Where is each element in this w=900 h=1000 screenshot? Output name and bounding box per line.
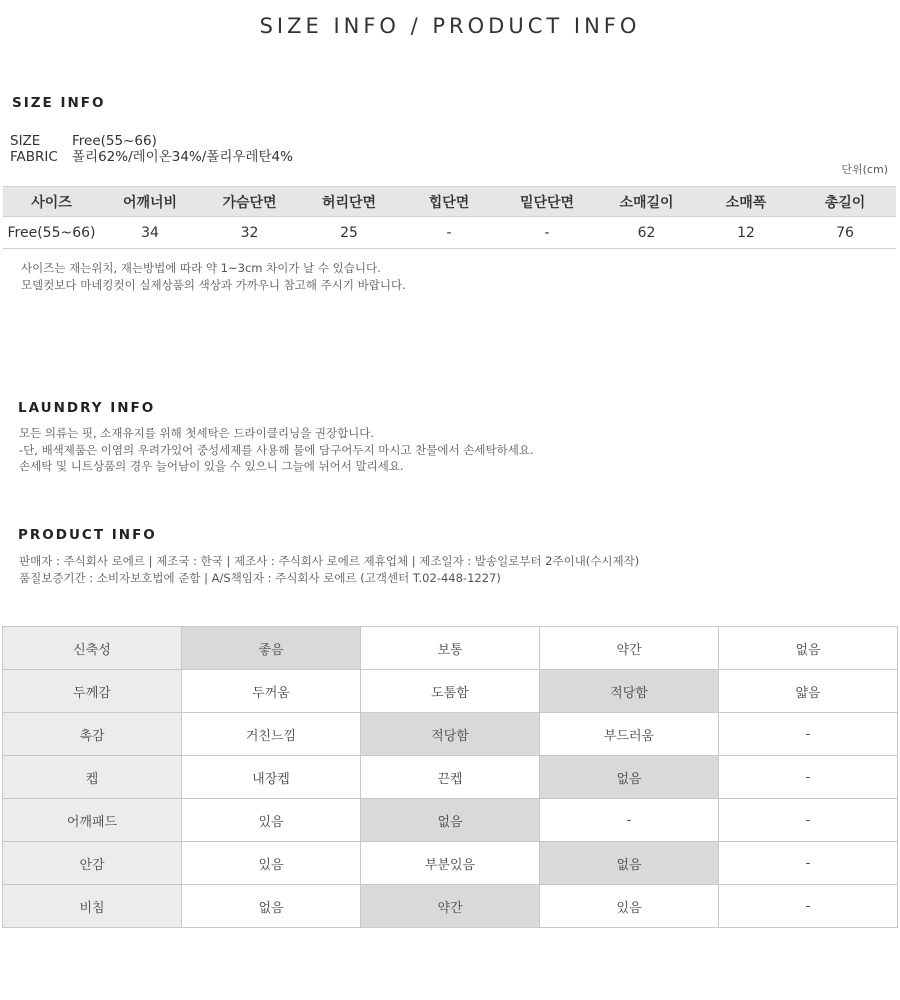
property-option: 거친느낌 <box>182 713 361 756</box>
size-table-cell: 76 <box>794 217 896 249</box>
laundry-line: 손세탁 및 니트상품의 경우 늘어남이 있을 수 있으니 그늘에 뉘어서 말리세요. <box>19 459 404 473</box>
fabric-key: FABRIC <box>10 149 58 165</box>
laundry-info-heading: LAUNDRY INFO <box>18 400 156 416</box>
property-option: 보통 <box>361 627 540 670</box>
size-value: Free(55~66) <box>72 133 157 149</box>
property-option: 있음 <box>182 842 361 885</box>
property-option: - <box>719 713 898 756</box>
size-table <box>3 186 896 249</box>
size-table-header: 총길이 <box>794 187 896 217</box>
size-table-header: 소매폭 <box>698 187 794 217</box>
size-table-cell: Free(55~66) <box>3 217 100 249</box>
property-option: 없음 <box>182 885 361 928</box>
property-option: 두꺼움 <box>182 670 361 713</box>
size-table-cell: 25 <box>299 217 399 249</box>
property-option-selected: 약간 <box>361 885 540 928</box>
property-row <box>3 627 898 670</box>
size-info-heading: SIZE INFO <box>12 95 106 111</box>
property-row <box>3 842 898 885</box>
property-label: 신축성 <box>3 627 182 670</box>
property-option-selected: 좋음 <box>182 627 361 670</box>
laundry-notes <box>19 425 534 475</box>
size-note: 모델컷보다 마네킹컷이 실제상품의 색상과 가까우니 참고해 주시기 바랍니다. <box>21 277 406 292</box>
size-table-header-row <box>3 187 896 217</box>
property-row <box>3 713 898 756</box>
size-table-cell: 34 <box>100 217 200 249</box>
size-table-cell: 32 <box>200 217 299 249</box>
property-row <box>3 756 898 799</box>
size-table-header: 어깨너비 <box>100 187 200 217</box>
property-option: - <box>719 756 898 799</box>
unit-note: 단위(cm) <box>841 163 888 176</box>
size-table-cell: - <box>499 217 595 249</box>
property-option-selected: 적당함 <box>540 670 719 713</box>
property-option: - <box>719 885 898 928</box>
property-label: 두께감 <box>3 670 182 713</box>
size-table-header: 힙단면 <box>399 187 499 217</box>
property-table <box>2 626 898 928</box>
property-option: - <box>719 842 898 885</box>
property-option: 얇음 <box>719 670 898 713</box>
size-spec <box>10 134 157 149</box>
size-table-header: 소매길이 <box>595 187 698 217</box>
size-table-header: 밑단단면 <box>499 187 595 217</box>
size-table-header: 허리단면 <box>299 187 399 217</box>
size-table-header: 가슴단면 <box>200 187 299 217</box>
laundry-line: -단, 배색제품은 이염의 우려가있어 중성세제를 사용해 물에 담구어두지 마시고 찬물에서 손세탁하세요. <box>19 442 534 457</box>
page-title: SIZE INFO / PRODUCT INFO <box>259 14 641 38</box>
fabric-spec <box>10 150 293 165</box>
property-option: - <box>540 799 719 842</box>
property-option-selected: 없음 <box>540 756 719 799</box>
property-option: 없음 <box>719 627 898 670</box>
size-table-cell: - <box>399 217 499 249</box>
product-line: 품질보증기간 : 소비자보호법에 준함 | A/S책임자 : 주식회사 로에르 (고객센터 T.02-448-1227) <box>19 570 501 585</box>
property-label: 촉감 <box>3 713 182 756</box>
property-row <box>3 885 898 928</box>
property-row <box>3 799 898 842</box>
property-option: 끈켑 <box>361 756 540 799</box>
product-line: 판매자 : 주식회사 로에르 | 제조국 : 한국 | 제조사 : 주식회사 로에르 제휴업체 | 제조일자 : 발송일로부터 2주이내(수시제작) <box>19 554 640 568</box>
property-option: 부드러움 <box>540 713 719 756</box>
property-option: 있음 <box>182 799 361 842</box>
property-option-selected: 없음 <box>540 842 719 885</box>
size-table-cell: 12 <box>698 217 794 249</box>
property-label: 켑 <box>3 756 182 799</box>
product-info-heading: PRODUCT INFO <box>18 527 157 543</box>
property-option-selected: 적당함 <box>361 713 540 756</box>
property-option: 내장켑 <box>182 756 361 799</box>
property-option: 약간 <box>540 627 719 670</box>
property-label: 비침 <box>3 885 182 928</box>
laundry-line: 모든 의류는 핏, 소재유지를 위해 첫세탁은 드라이클리닝을 권장합니다. <box>19 426 375 440</box>
size-table-cell: 62 <box>595 217 698 249</box>
property-label: 안감 <box>3 842 182 885</box>
size-key: SIZE <box>10 133 41 149</box>
table-row <box>3 217 896 249</box>
property-option-selected: 없음 <box>361 799 540 842</box>
property-row <box>3 670 898 713</box>
property-option: 부분있음 <box>361 842 540 885</box>
product-notes <box>19 553 639 586</box>
property-option: 도톰함 <box>361 670 540 713</box>
property-option: 있음 <box>540 885 719 928</box>
size-notes <box>21 260 406 293</box>
size-note: 사이즈는 재는위치, 재는방법에 따라 약 1~3cm 차이가 날 수 있습니다. <box>21 261 381 275</box>
fabric-value: 폴리62%/레이온34%/폴리우레탄4% <box>72 149 293 165</box>
size-table-header: 사이즈 <box>3 187 100 217</box>
property-label: 어깨패드 <box>3 799 182 842</box>
property-option: - <box>719 799 898 842</box>
